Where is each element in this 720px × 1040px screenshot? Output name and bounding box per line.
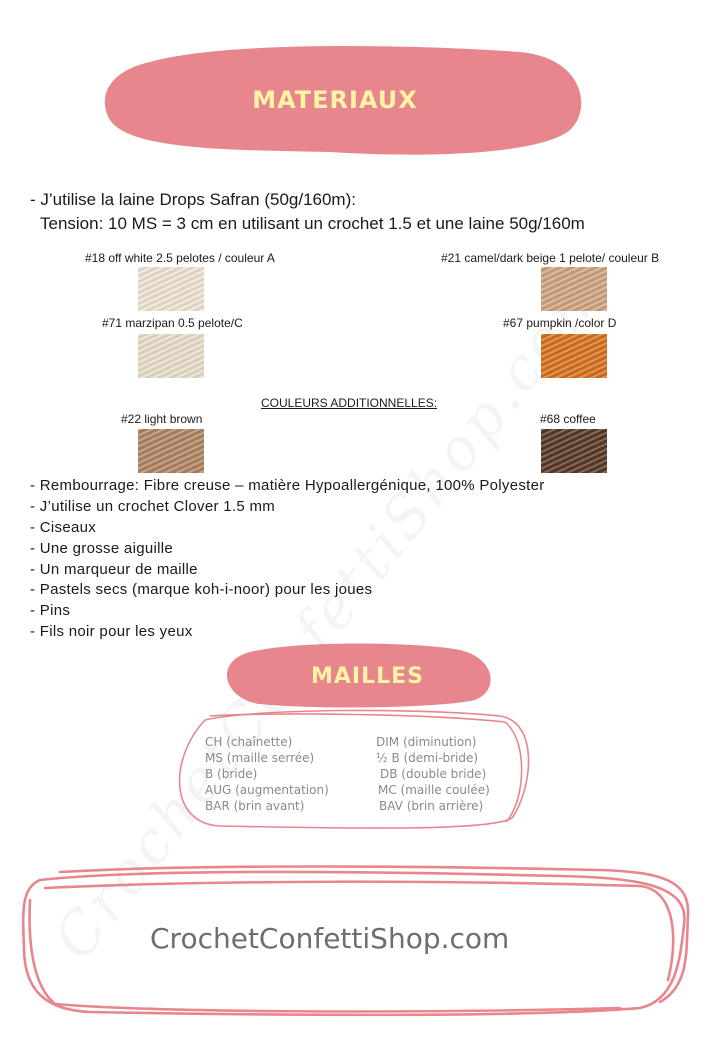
yarn-label-21: #21 camel/dark beige 1 pelote/ couleur B: [441, 251, 660, 265]
yarn-label-71: #71 marzipan 0.5 pelote/C: [102, 316, 243, 330]
list-item: - Fils noir pour les yeux: [30, 623, 193, 640]
list-item: - Un marqueur de maille: [30, 561, 198, 578]
stitch-abbrev-left: MS (maille serrée): [205, 751, 315, 765]
yarn-swatch-67: [541, 334, 607, 378]
yarn-label-68: #68 coffee: [540, 412, 596, 426]
yarn-swatch-71: [138, 334, 204, 378]
stitch-abbrev-right: DB (double bride): [380, 767, 487, 781]
list-item: - Pins: [30, 602, 71, 619]
additional-colors-title: COULEURS ADDITIONNELLES:: [261, 396, 438, 410]
stitch-abbrev-right: MC (maille coulée): [378, 783, 490, 797]
yarn-label-67: #67 pumpkin /color D: [503, 316, 617, 330]
stitch-abbrev-left: AUG (augmentation): [205, 783, 329, 797]
footer-website: CrochetConfettiShop.com: [150, 922, 510, 955]
yarn-swatch-21: [541, 267, 607, 311]
stitch-abbrev-right: ½ B (demi-bride): [376, 751, 479, 765]
yarn-label-18: #18 off white 2.5 pelotes / couleur A: [85, 251, 275, 265]
yarn-intro-line: - J’utilise la laine Drops Safran (50g/160m):: [30, 190, 356, 209]
materials-title: MATERIAUX: [252, 86, 418, 114]
yarn-swatch-22: [138, 429, 204, 473]
stitch-abbrev-right: BAV (brin arrière): [379, 799, 484, 813]
tension-line: Tension: 10 MS = 3 cm en utilisant un crochet 1.5 et une laine 50g/160m: [40, 214, 585, 233]
stitches-title: MAILLES: [310, 664, 424, 689]
stitch-abbrev-left: BAR (brin avant): [205, 799, 305, 813]
stitch-abbrev-left: CH (chaînette): [205, 735, 293, 749]
list-item: - Une grosse aiguille: [30, 540, 174, 557]
list-item: - J’utilise un crochet Clover 1.5 mm: [30, 498, 276, 515]
list-item: - Ciseaux: [30, 519, 97, 536]
yarn-label-22: #22 light brown: [121, 412, 203, 426]
list-item: - Pastels secs (marque koh-i-noor) pour les joues: [30, 581, 373, 598]
yarn-swatch-18: [138, 267, 204, 311]
list-item: - Rembourrage: Fibre creuse – matière Hypoallergénique, 100% Polyester: [30, 477, 545, 494]
yarn-swatch-68: [541, 429, 607, 473]
stitch-abbrev-right: DIM (diminution): [376, 735, 477, 749]
stitch-abbrev-left: B (bride): [205, 767, 258, 781]
